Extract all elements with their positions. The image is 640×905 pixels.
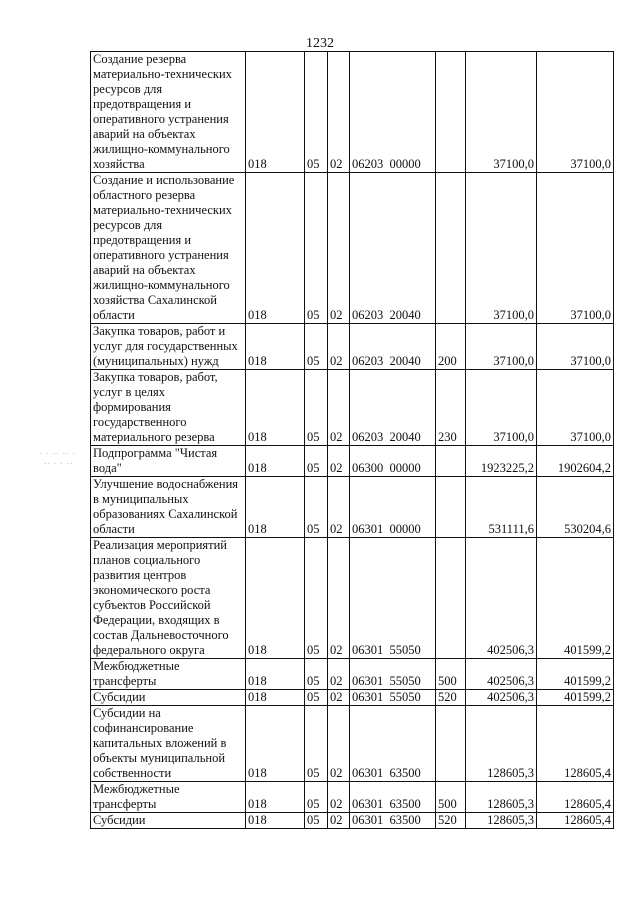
amount-year-2-cell: 401599,2 <box>537 690 614 706</box>
table-row <box>91 477 614 538</box>
table-row <box>91 52 614 173</box>
section-code-cell: 05 <box>305 52 328 173</box>
expense-name-line: Закупка товаров, работ, <box>93 370 218 384</box>
amount-year-2-cell: 37100,0 <box>537 173 614 324</box>
amount-year-1-cell: 531111,6 <box>466 477 537 538</box>
expense-name-line: материально-технических <box>93 203 232 217</box>
subsection-code-cell: 02 <box>328 813 350 829</box>
expense-name-cell <box>91 446 246 477</box>
amount-year-1-cell: 128605,3 <box>466 782 537 813</box>
expense-name-line: планов социального <box>93 553 201 567</box>
expense-name-cell <box>91 538 246 659</box>
subsection-code-cell: 02 <box>328 446 350 477</box>
program-code: 06301 <box>352 797 384 811</box>
expense-name-line: состав Дальневосточного <box>93 628 229 642</box>
section-code-cell: 05 <box>305 782 328 813</box>
expense-name-cell <box>91 659 246 690</box>
expense-name-cell <box>91 52 246 173</box>
expense-name-line: Межбюджетные <box>93 782 180 796</box>
table-row <box>91 446 614 477</box>
table-row <box>91 706 614 782</box>
direction-code: 00000 <box>389 522 421 536</box>
subsection-code-cell: 02 <box>328 173 350 324</box>
expense-name-line: Улучшение водоснабжения <box>93 477 239 491</box>
target-article-cell <box>350 690 436 706</box>
ministry-code-cell: 018 <box>246 52 305 173</box>
ministry-code-cell: 018 <box>246 538 305 659</box>
amount-year-1-cell: 37100,0 <box>466 52 537 173</box>
expense-name-line: Межбюджетные <box>93 659 180 673</box>
subsection-code-cell: 02 <box>328 477 350 538</box>
direction-code: 20040 <box>389 354 421 368</box>
expense-name-line: в муниципальных <box>93 492 189 506</box>
expense-name-cell <box>91 690 246 706</box>
table-row <box>91 782 614 813</box>
ministry-code-cell: 018 <box>246 324 305 370</box>
ministry-code-cell: 018 <box>246 690 305 706</box>
table-row <box>91 173 614 324</box>
ministry-code-cell: 018 <box>246 477 305 538</box>
target-article-cell <box>350 52 436 173</box>
target-article-cell <box>350 370 436 446</box>
amount-year-2-cell: 401599,2 <box>537 538 614 659</box>
subsection-code-cell: 02 <box>328 324 350 370</box>
target-article-cell <box>350 446 436 477</box>
program-code: 06301 <box>352 674 384 688</box>
target-article-cell <box>350 813 436 829</box>
target-article-cell <box>350 173 436 324</box>
expense-name-line: аварий на объектах <box>93 263 196 277</box>
expense-name-line: экономического роста <box>93 583 211 597</box>
program-code: 06203 <box>352 157 384 171</box>
program-code: 06301 <box>352 522 384 536</box>
expense-name-line: оперативного устранения <box>93 112 229 126</box>
table-row <box>91 324 614 370</box>
subsection-code-cell: 02 <box>328 659 350 690</box>
program-code: 06301 <box>352 690 384 704</box>
expense-type-cell: 500 <box>436 782 466 813</box>
expense-name-line: услуг в целях <box>93 385 166 399</box>
expense-name-cell <box>91 370 246 446</box>
direction-code: 55050 <box>389 643 421 657</box>
section-code-cell: 05 <box>305 477 328 538</box>
amount-year-2-cell: 1902604,2 <box>537 446 614 477</box>
direction-code: 63500 <box>389 797 421 811</box>
subsection-code-cell: 02 <box>328 690 350 706</box>
expense-name-line: капитальных вложений в <box>93 736 227 750</box>
expense-name-line: собственности <box>93 766 172 780</box>
expense-name-line: аварий на объектах <box>93 127 196 141</box>
expense-name-line: Субсидии на <box>93 706 161 720</box>
table-row <box>91 370 614 446</box>
amount-year-2-cell: 401599,2 <box>537 659 614 690</box>
expense-name-line: услуг для государственных <box>93 339 238 353</box>
expense-name-cell <box>91 813 246 829</box>
expense-name-line: формирования <box>93 400 171 414</box>
amount-year-1-cell: 402506,3 <box>466 538 537 659</box>
expense-type-cell <box>436 538 466 659</box>
expense-name-line: софинансирование <box>93 721 194 735</box>
ministry-code-cell: 018 <box>246 706 305 782</box>
page-number: 1232 <box>306 36 334 51</box>
expense-type-cell <box>436 706 466 782</box>
expense-name-line: Создание и использование <box>93 173 235 187</box>
expense-type-cell: 200 <box>436 324 466 370</box>
expense-name-line: ресурсов для <box>93 82 163 96</box>
expense-name-line: федерального округа <box>93 643 205 657</box>
expense-name-line: трансферты <box>93 797 157 811</box>
expense-name-line: Подпрограмма "Чистая <box>93 446 218 460</box>
section-code-cell: 05 <box>305 446 328 477</box>
expense-name-cell <box>91 324 246 370</box>
scan-noise: . . .. .. . <box>40 446 76 456</box>
direction-code: 55050 <box>389 690 421 704</box>
direction-code: 20040 <box>389 430 421 444</box>
target-article-cell <box>350 659 436 690</box>
section-code-cell: 05 <box>305 173 328 324</box>
amount-year-1-cell: 37100,0 <box>466 370 537 446</box>
expense-type-cell <box>436 477 466 538</box>
ministry-code-cell: 018 <box>246 173 305 324</box>
direction-code: 55050 <box>389 674 421 688</box>
target-article-cell <box>350 706 436 782</box>
expense-name-line: государственного <box>93 415 187 429</box>
expense-name-line: субъектов Российской <box>93 598 211 612</box>
ministry-code-cell: 018 <box>246 446 305 477</box>
ministry-code-cell: 018 <box>246 659 305 690</box>
amount-year-1-cell: 128605,3 <box>466 813 537 829</box>
expense-name-line: вода" <box>93 461 122 475</box>
amount-year-2-cell: 128605,4 <box>537 706 614 782</box>
section-code-cell: 05 <box>305 706 328 782</box>
target-article-cell <box>350 538 436 659</box>
direction-code: 63500 <box>389 813 421 827</box>
expense-name-line: образованиях Сахалинской <box>93 507 238 521</box>
direction-code: 20040 <box>389 308 421 322</box>
program-code: 06300 <box>352 461 384 475</box>
expense-name-line: Федерации, входящих в <box>93 613 220 627</box>
expense-name-cell <box>91 782 246 813</box>
amount-year-2-cell: 37100,0 <box>537 324 614 370</box>
expense-type-cell: 520 <box>436 690 466 706</box>
expense-type-cell: 520 <box>436 813 466 829</box>
expense-name-line: Реализация мероприятий <box>93 538 227 552</box>
target-article-cell <box>350 782 436 813</box>
amount-year-1-cell: 402506,3 <box>466 659 537 690</box>
expense-name-line: развития центров <box>93 568 187 582</box>
target-article-cell <box>350 477 436 538</box>
expense-name-line: (муниципальных) нужд <box>93 354 219 368</box>
budget-table <box>90 51 614 829</box>
expense-name-line: оперативного устранения <box>93 248 229 262</box>
amount-year-1-cell: 1923225,2 <box>466 446 537 477</box>
expense-name-line: Субсидии <box>93 813 146 827</box>
section-code-cell: 05 <box>305 324 328 370</box>
section-code-cell: 05 <box>305 538 328 659</box>
ministry-code-cell: 018 <box>246 370 305 446</box>
amount-year-1-cell: 128605,3 <box>466 706 537 782</box>
amount-year-2-cell: 37100,0 <box>537 52 614 173</box>
expense-name-line: трансферты <box>93 674 157 688</box>
expense-name-line: материально-технических <box>93 67 232 81</box>
expense-name-line: предотвращения и <box>93 233 192 247</box>
subsection-code-cell: 02 <box>328 52 350 173</box>
amount-year-1-cell: 37100,0 <box>466 324 537 370</box>
amount-year-1-cell: 37100,0 <box>466 173 537 324</box>
expense-name-line: Закупка товаров, работ и <box>93 324 226 338</box>
section-code-cell: 05 <box>305 813 328 829</box>
program-code: 06301 <box>352 813 384 827</box>
program-code: 06301 <box>352 766 384 780</box>
amount-year-2-cell: 530204,6 <box>537 477 614 538</box>
expense-name-line: хозяйства <box>93 157 145 171</box>
expense-type-cell <box>436 52 466 173</box>
target-article-cell <box>350 324 436 370</box>
table-row <box>91 813 614 829</box>
section-code-cell: 05 <box>305 659 328 690</box>
direction-code: 00000 <box>389 157 421 171</box>
subsection-code-cell: 02 <box>328 706 350 782</box>
expense-name-line: хозяйства Сахалинской <box>93 293 217 307</box>
budget-table-body <box>91 52 614 829</box>
ministry-code-cell: 018 <box>246 813 305 829</box>
program-code: 06203 <box>352 308 384 322</box>
direction-code: 63500 <box>389 766 421 780</box>
subsection-code-cell: 02 <box>328 782 350 813</box>
program-code: 06203 <box>352 430 384 444</box>
ministry-code-cell: 018 <box>246 782 305 813</box>
expense-name-cell <box>91 173 246 324</box>
expense-name-cell <box>91 706 246 782</box>
table-row <box>91 690 614 706</box>
program-code: 06301 <box>352 643 384 657</box>
expense-name-line: области <box>93 522 135 536</box>
amount-year-1-cell: 402506,3 <box>466 690 537 706</box>
table-row <box>91 538 614 659</box>
expense-name-line: жилищно-коммунального <box>93 278 230 292</box>
section-code-cell: 05 <box>305 690 328 706</box>
expense-name-cell <box>91 477 246 538</box>
expense-name-line: ресурсов для <box>93 218 163 232</box>
expense-name-line: объекты муниципальной <box>93 751 226 765</box>
expense-name-line: предотвращения и <box>93 97 192 111</box>
expense-type-cell: 500 <box>436 659 466 690</box>
expense-name-line: жилищно-коммунального <box>93 142 230 156</box>
expense-name-line: области <box>93 308 135 322</box>
expense-type-cell <box>436 173 466 324</box>
section-code-cell: 05 <box>305 370 328 446</box>
direction-code: 00000 <box>389 461 421 475</box>
expense-name-line: областного резерва <box>93 188 196 202</box>
subsection-code-cell: 02 <box>328 370 350 446</box>
amount-year-2-cell: 37100,0 <box>537 370 614 446</box>
table-row <box>91 659 614 690</box>
amount-year-2-cell: 128605,4 <box>537 813 614 829</box>
expense-name-line: Субсидии <box>93 690 146 704</box>
amount-year-2-cell: 128605,4 <box>537 782 614 813</box>
expense-name-line: материального резерва <box>93 430 215 444</box>
scan-noise: .. . . .. <box>44 456 74 466</box>
expense-type-cell: 230 <box>436 370 466 446</box>
expense-name-line: Создание резерва <box>93 52 187 66</box>
expense-type-cell <box>436 446 466 477</box>
program-code: 06203 <box>352 354 384 368</box>
subsection-code-cell: 02 <box>328 538 350 659</box>
